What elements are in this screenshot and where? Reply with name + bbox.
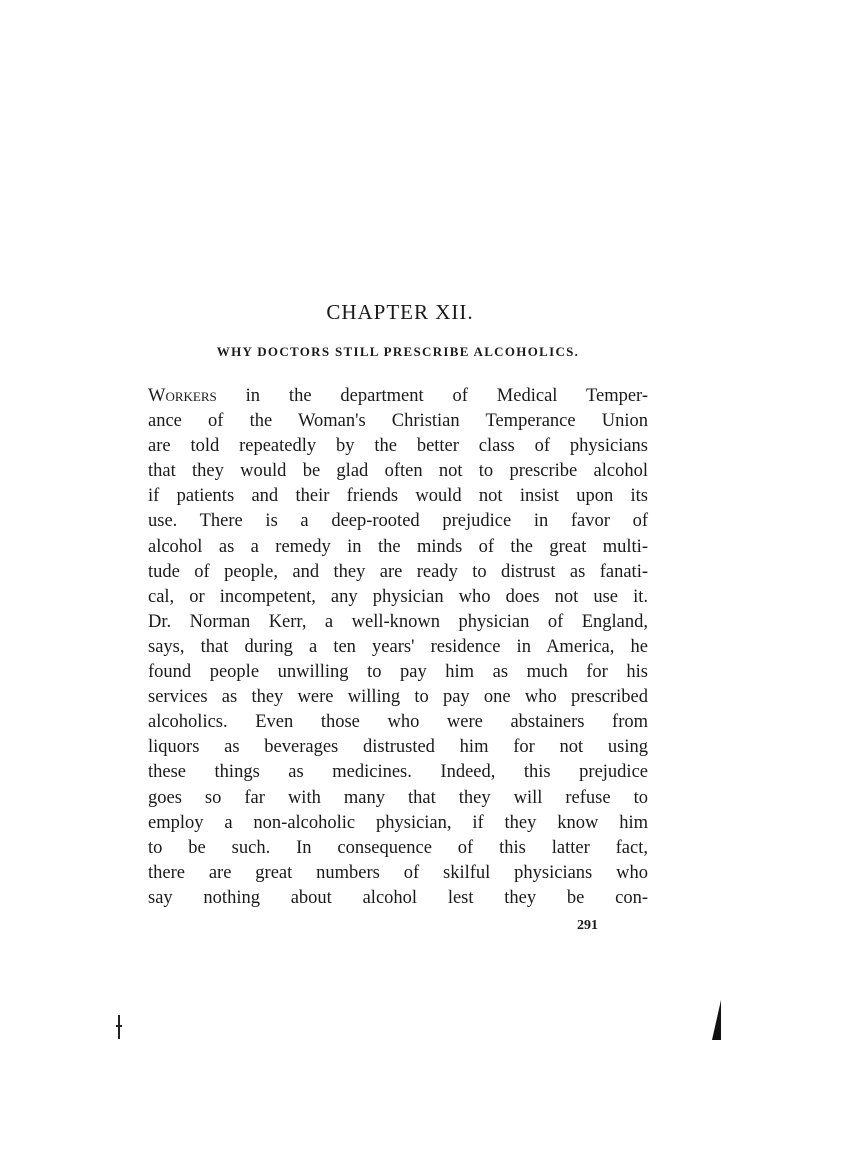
lead-word: Workers <box>148 386 217 406</box>
text-line-1 <box>148 384 648 409</box>
text-line-11: says, that during a ten years' residence in America, he <box>148 636 648 657</box>
text-line-14: alcoholics. Even those who were abstainers from <box>148 712 648 733</box>
text-line-19: to be such. In consequence of this latter fact, <box>148 837 648 858</box>
chapter-subtitle: WHY DOCTORS STILL PRESCRIBE ALCOHOLICS. <box>216 344 580 359</box>
text-line-16: these things as medicines. Indeed, this prejudice <box>148 762 648 783</box>
text-line-5: if patients and their friends would not insist upon its <box>148 486 648 507</box>
chapter-title: CHAPTER XII. <box>326 300 474 324</box>
text-line-20: there are great numbers of skilful physicians who <box>148 862 648 883</box>
text-line-3: are told repeatedly by the better class of physicians <box>148 436 648 457</box>
text-line-17: goes so far with many that they will refuse to <box>148 787 648 808</box>
text-line-4: that they would be glad often not to prescribe alcohol <box>148 461 648 482</box>
text-line-15: liquors as beverages distrusted him for not using <box>148 737 648 758</box>
page-number: 291 <box>577 918 598 933</box>
text-line-8: tude of people, and they are ready to distrust as fanati- <box>148 561 648 582</box>
text-line-18: employ a non-alcoholic physician, if they know him <box>148 812 648 833</box>
text-line-13: services as they were willing to pay one who prescribed <box>148 687 648 708</box>
text-line-10: Dr. Norman Kerr, a well-known physician of England, <box>148 611 648 632</box>
text-line-6: use. There is a deep-rooted prejudice in favor of <box>148 511 648 532</box>
text-line-1-rest: in the department of Medical Temper- <box>216 386 648 406</box>
right-margin-mark <box>712 1000 721 1040</box>
text-line-2: ance of the Woman's Christian Temperance Union <box>148 411 648 432</box>
text-line-9: cal, or incompetent, any physician who does not use it. <box>148 586 648 607</box>
left-margin-mark <box>118 1015 120 1039</box>
text-line-7: alcohol as a remedy in the minds of the great multi- <box>148 536 648 557</box>
body-paragraph <box>148 384 648 911</box>
text-line-21: say nothing about alcohol lest they be con- <box>148 887 648 908</box>
text-line-12: found people unwilling to pay him as much for his <box>148 662 648 683</box>
